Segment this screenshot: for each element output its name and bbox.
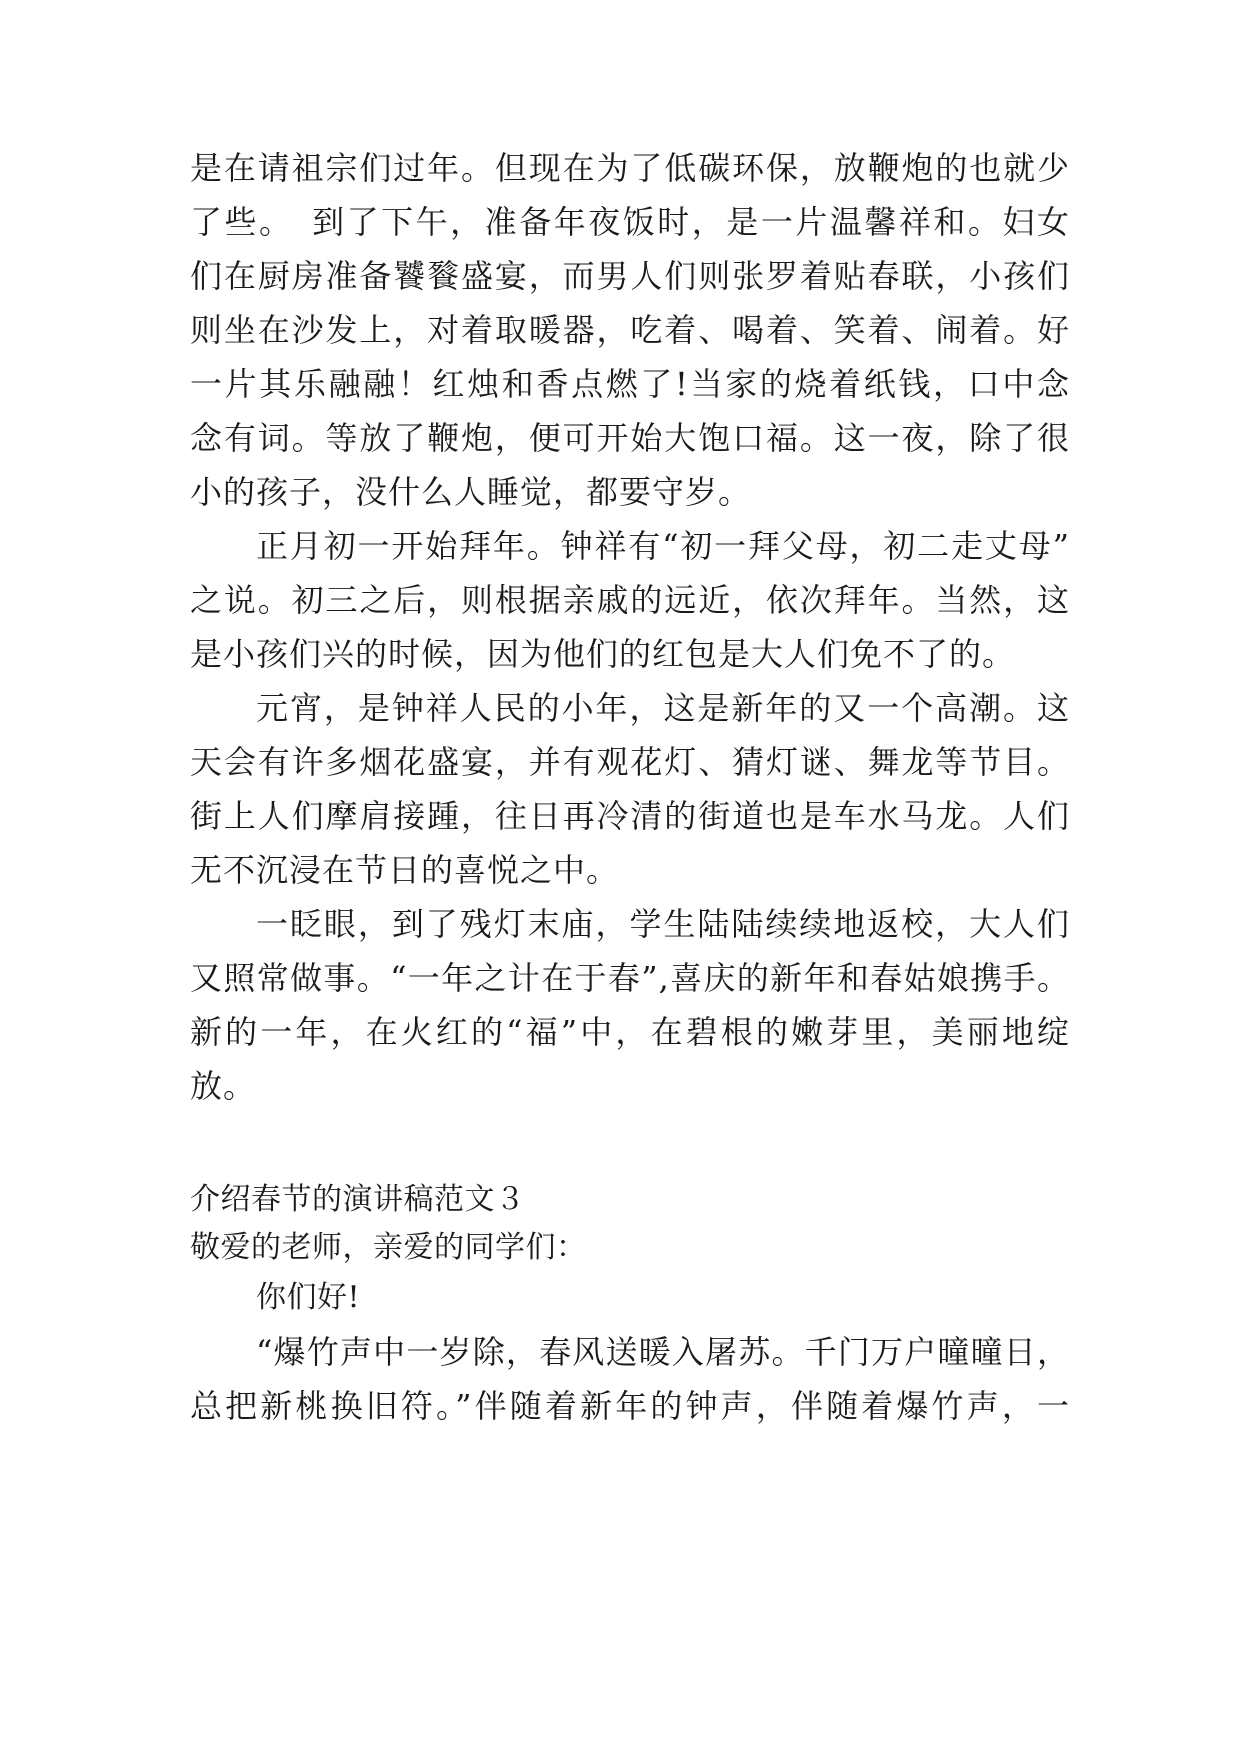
paragraph-line: 放。 [190, 1067, 257, 1105]
paragraph-line: 天会有许多烟花盛宴，并有观花灯、猜灯谜、舞龙等节目。 [190, 743, 1070, 781]
paragraph-line: 一片其乐融融！红烛和香点燃了!当家的烧着纸钱，口中念 [190, 365, 1070, 403]
paragraph-line: 总把新桃换旧符。”伴随着新年的钟声，伴随着爆竹声，一 [190, 1387, 1070, 1425]
paragraph-line: 是小孩们兴的时候，因为他们的红包是大人们免不了的。 [190, 635, 1016, 673]
paragraph-line: 又照常做事。“一年之计在于春”,喜庆的新年和春姑娘携手。 [190, 959, 1070, 997]
paragraph-line: 无不沉浸在节日的喜悦之中。 [190, 851, 620, 889]
paragraph-line: 新的一年，在火红的“福”中，在碧根的嫩芽里，美丽地绽 [190, 1013, 1070, 1051]
paragraph-first-line: “爆竹声中一岁除，春风送暖入屠苏。千门万户曈曈日， [256, 1333, 1070, 1371]
paragraph-line: 念有词。等放了鞭炮，便可开始大饱口福。这一夜，除了很 [190, 419, 1070, 457]
paragraph-line: 小的孩子，没什么人睡觉，都要守岁。 [190, 473, 752, 511]
section-title: 介绍春节的演讲稿范文３ [190, 1182, 526, 1217]
paragraph-line: 街上人们摩肩接踵，往日再冷清的街道也是车水马龙。人们 [190, 797, 1070, 835]
paragraph-line: 则坐在沙发上，对着取暖器，吃着、喝着、笑着、闹着。好 [190, 311, 1070, 349]
paragraph-first-line: 一眨眼，到了残灯末庙，学生陆陆续续地返校，大人们 [256, 905, 1070, 943]
paragraph-line: 之说。初三之后，则根据亲戚的远近，依次拜年。当然，这 [190, 581, 1070, 619]
paragraph-first-line: 元宵，是钟祥人民的小年，这是新年的又一个高潮。这 [256, 689, 1070, 727]
salutation: 敬爱的老师，亲爱的同学们： [190, 1230, 587, 1265]
paragraph-first-line: 正月初一开始拜年。钟祥有“初一拜父母，初二走丈母” [256, 527, 1070, 565]
paragraph-line: 们在厨房准备饕餮盛宴，而男人们则张罗着贴春联，小孩们 [190, 257, 1070, 295]
paragraph-line: 了些。 到了下午，准备年夜饭时，是一片温馨祥和。妇女 [190, 203, 1070, 241]
greeting: 你们好! [256, 1280, 361, 1315]
paragraph-line: 是在请祖宗们过年。但现在为了低碳环保，放鞭炮的也就少 [190, 149, 1070, 187]
